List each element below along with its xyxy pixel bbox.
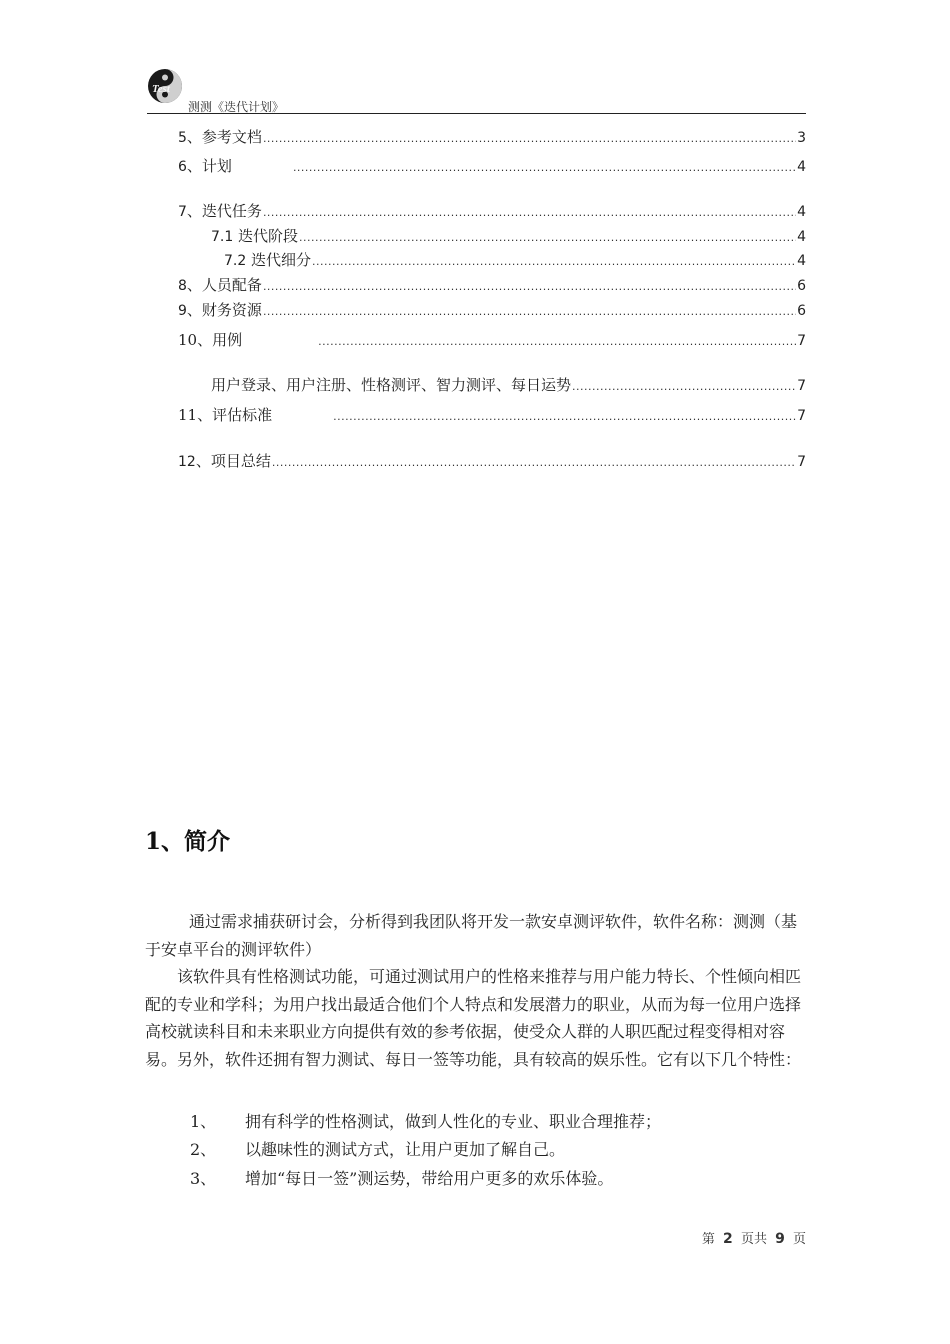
toc-label: 迭代阶段 <box>233 227 299 245</box>
toc-number: 7 <box>178 204 187 220</box>
footer-middle: 页共 <box>740 1232 767 1247</box>
toc-leader <box>299 231 796 244</box>
toc-leader <box>263 206 796 219</box>
toc-entry-iteration-tasks[interactable] <box>178 200 806 220</box>
toc-page: 4 <box>797 253 806 269</box>
toc-number: 6 <box>178 159 187 175</box>
feature-index: 2、 <box>190 1140 217 1159</box>
feature-index: 3、 <box>190 1169 217 1188</box>
toc-page: 7 <box>797 378 806 394</box>
toc-page: 4 <box>797 229 806 245</box>
footer-total-pages: 9 <box>775 1231 785 1247</box>
toc-entry-project-summary[interactable] <box>178 450 806 470</box>
header-divider <box>147 113 806 114</box>
toc-page: 4 <box>797 159 806 175</box>
feature-text: 拥有科学的性格测试，做到人性化的专业、职业合理推荐； <box>245 1112 662 1131</box>
toc-label: 11、评估标准 <box>178 406 273 424</box>
toc-entry-plan[interactable] <box>178 155 806 175</box>
toc-page: 7 <box>797 454 806 470</box>
toc-number: 9 <box>178 303 187 319</box>
toc-label: 用户登录、用户注册、性格测评、智力测评、每日运势 <box>211 376 572 394</box>
section-heading: 1、简介 <box>145 828 231 855</box>
feature-text: 增加“每日一签”测运势，带给用户更多的欢乐体验。 <box>245 1169 614 1188</box>
toc-label: 、财务资源 <box>186 301 262 319</box>
toc-entry-staffing[interactable] <box>178 274 806 294</box>
feature-item <box>190 1166 613 1189</box>
toc-entry-financial-resources[interactable] <box>178 299 806 319</box>
toc-leader <box>312 255 796 268</box>
toc-page: 6 <box>797 303 806 319</box>
footer-current-page: 2 <box>723 1231 733 1247</box>
toc-entry-iteration-stages[interactable] <box>211 225 806 245</box>
toc-entry-evaluation-criteria[interactable] <box>178 404 806 424</box>
toc-leader <box>318 335 796 348</box>
toc-page: 3 <box>797 130 806 146</box>
feature-text: 以趣味性的测试方式，让用户更加了解自己。 <box>245 1140 566 1159</box>
header-title: 测测《迭代计划》 <box>188 100 285 114</box>
feature-item <box>190 1109 661 1132</box>
toc-entry-use-cases[interactable] <box>178 329 806 349</box>
toc-entry-iteration-breakdown[interactable] <box>224 249 806 269</box>
toc-number: 8 <box>178 278 187 294</box>
footer-suffix: 页 <box>792 1232 806 1247</box>
toc-leader <box>333 410 796 423</box>
yin-yang-logo-icon <box>147 68 183 104</box>
toc-leader <box>263 305 796 318</box>
toc-entry-use-case-list[interactable] <box>211 374 806 394</box>
toc-leader <box>293 161 796 174</box>
toc-leader <box>572 380 796 393</box>
features-paragraph: 该软件具有性格测试功能，可通过测试用户的性格来推荐与用户能力特长、个性倾向相匹配的专业和学科；为用户找出最适合他们个人特点和发展潜力的职业，从而为每一位用户选择高校就读科目和未来职业方向提供有效的参考依据，使受众人群的人职匹配过程变得相对容易。另外，软件还拥有智力测试、每日一签等功能，具有较高的娱乐性。它有以下几个特性： <box>145 967 802 1069</box>
feature-index: 1、 <box>190 1112 217 1131</box>
toc-number: 7.1 <box>211 229 234 245</box>
toc-label: 迭代细分 <box>246 251 312 269</box>
toc-page: 6 <box>797 278 806 294</box>
logo-text: Test <box>152 83 170 95</box>
toc-label: 、迭代任务 <box>186 202 262 220</box>
toc-number: 7.2 <box>224 253 247 269</box>
toc-page: 7 <box>797 408 806 424</box>
toc-entry-references[interactable] <box>178 126 806 146</box>
page-footer <box>702 1228 806 1247</box>
toc-page: 7 <box>797 333 806 349</box>
intro-paragraph: 通过需求捕获研讨会，分析得到我团队将开发一款安卓测评软件，软件名称：测测（基于安卓平台的测评软件） <box>145 912 798 959</box>
toc-label: 、人员配备 <box>186 276 262 294</box>
toc-leader <box>263 280 796 293</box>
toc-number: 12 <box>178 454 196 470</box>
toc-page: 4 <box>797 204 806 220</box>
toc-label: 10、用例 <box>178 331 243 349</box>
footer-prefix: 第 <box>701 1232 715 1247</box>
toc-label: 、项目总结 <box>195 452 271 470</box>
toc-label: 、参考文档 <box>186 128 262 146</box>
feature-item <box>190 1137 565 1160</box>
toc-leader <box>263 132 796 145</box>
toc-leader <box>272 456 796 469</box>
toc-number: 5 <box>178 130 187 146</box>
toc-label: 、计划 <box>186 157 232 175</box>
